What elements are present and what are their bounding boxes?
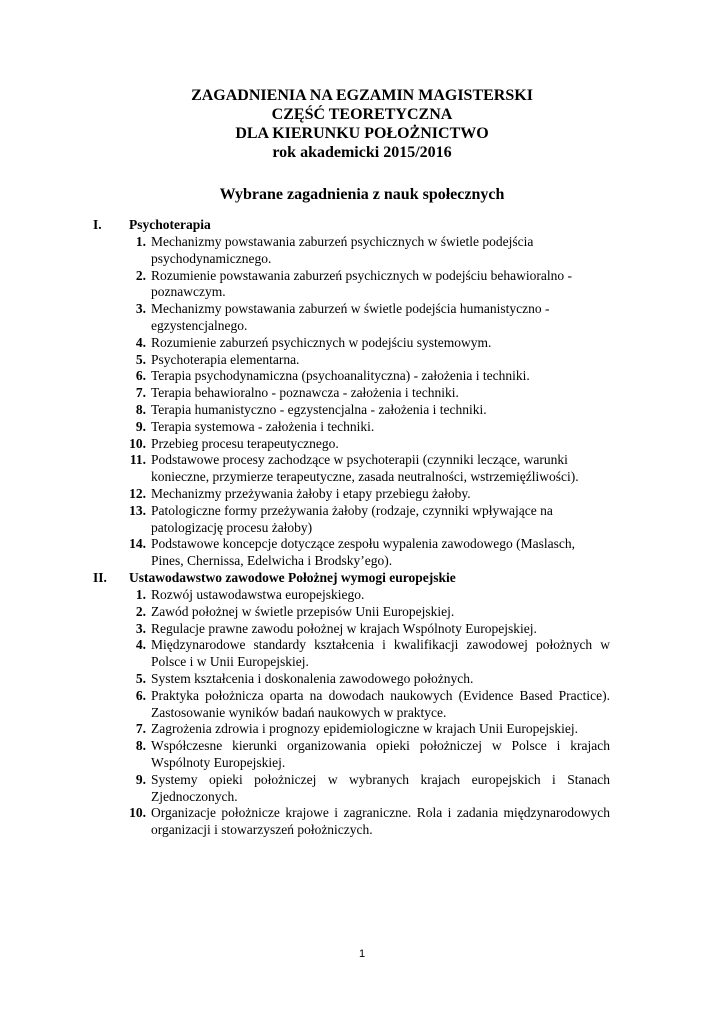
item-text: System kształcenia i doskonalenia zawodowego położnych. (151, 670, 474, 686)
item-text: Zagrożenia zdrowia i prognozy epidemiologiczne w krajach Unii Europejskiej. (151, 721, 578, 737)
item-text: Systemy opieki położniczej w wybranych krajach europejskich i Stanach Zjednoczonych. (151, 771, 610, 804)
topic-list (0, 234, 724, 570)
list-item (0, 419, 724, 436)
list-item (0, 688, 724, 722)
item-text: Współczesne kierunki organizowania opieki położniczej w Polsce i krajach Wspólnoty Europejskiej. (151, 738, 610, 770)
section-title: Ustawodawstwo zawodowe Położnej wymogi europejskie (129, 569, 456, 585)
document-subtitle: Wybrane zagadnienia z nauk społecznych (219, 186, 505, 203)
item-number: 2. (135, 603, 146, 619)
document-header (0, 86, 724, 162)
item-number: 7. (135, 721, 146, 737)
list-item (0, 335, 724, 352)
header-line-part: CZĘŚĆ TEORETYCZNA (271, 106, 453, 123)
item-number: 10. (129, 435, 146, 451)
list-item (0, 637, 724, 671)
item-text: Rozwój ustawodawstwa europejskiego. (151, 586, 365, 602)
item-number: 3. (135, 620, 146, 636)
item-number: 10. (129, 805, 146, 821)
section-title: Psychoterapia (129, 217, 211, 232)
list-item (0, 805, 724, 839)
item-number: 6. (135, 368, 146, 384)
list-item (0, 772, 724, 806)
list-item (0, 738, 724, 772)
item-text: Terapia humanistyczno - egzystencjalna - założenia i techniki. (151, 401, 487, 417)
list-item (0, 536, 724, 570)
list-item (0, 721, 724, 738)
item-text: Rozumienie zaburzeń psychicznych w podejściu systemowym. (151, 334, 492, 350)
list-item (0, 486, 724, 503)
item-number: 4. (135, 637, 146, 653)
item-number: 1. (135, 234, 146, 249)
sections-list (0, 217, 724, 839)
item-number: 8. (135, 738, 146, 754)
section-number: I. (93, 217, 102, 232)
item-number: 14. (129, 536, 146, 552)
list-item (0, 604, 724, 621)
item-text: Patologiczne formy przeżywania żałoby (rodzaje, czynniki wpływające na patologizację procesu żałoby) (151, 502, 553, 535)
section-heading (0, 570, 724, 587)
item-number: 6. (135, 687, 146, 703)
item-number: 2. (135, 267, 146, 283)
item-number: 5. (135, 670, 146, 686)
list-item (0, 368, 724, 385)
item-number: 4. (135, 334, 146, 350)
item-text: Mechanizmy powstawania zaburzeń psychicznych w świetle podejścia psychodynamicznego. (151, 234, 534, 266)
item-number: 9. (135, 771, 146, 787)
item-text: Mechanizmy powstawania zaburzeń w świetle podejścia humanistyczno - egzystencjalnego. (151, 301, 550, 333)
page-number: 1 (358, 948, 366, 960)
section-heading (0, 217, 724, 234)
item-text: Podstawowe koncepcje dotyczące zespołu wypalenia zawodowego (Maslasch, Pines, Chernissa, Edelwicha i Brodsky’ego). (151, 536, 575, 569)
item-text: Praktyka położnicza oparta na dowodach naukowych (Evidence Based Practice). Zastosowanie wyników badań naukowych w praktyce. (151, 687, 610, 720)
item-number: 13. (129, 502, 146, 518)
list-item (0, 587, 724, 604)
item-number: 9. (135, 418, 146, 434)
item-text: Mechanizmy przeżywania żałoby i etapy przebiegu żałoby. (151, 485, 471, 501)
header-line-exam: ZAGADNIENIA NA EGZAMIN MAGISTERSKI (191, 87, 533, 104)
item-number: 7. (135, 385, 146, 401)
list-item (0, 503, 724, 537)
list-item (0, 301, 724, 335)
item-text: Terapia behawioralno - poznawcza - założenia i techniki. (151, 385, 459, 401)
item-number: 8. (135, 401, 146, 417)
item-number: 3. (135, 301, 146, 317)
list-item (0, 402, 724, 419)
header-line-year: rok akademicki 2015/2016 (272, 144, 452, 161)
list-item (0, 234, 724, 268)
item-number: 12. (129, 485, 146, 501)
item-text: Regulacje prawne zawodu położnej w krajach Wspólnoty Europejskiej. (151, 620, 537, 636)
topic-list (0, 587, 724, 839)
item-text: Psychoterapia elementarna. (151, 351, 300, 367)
item-text: Organizacje położnicze krajowe i zagraniczne. Rola i zadania międzynarodowych organizacji i stowarzyszeń położniczych. (151, 805, 610, 838)
list-item (0, 352, 724, 369)
item-text: Terapia systemowa - założenia i techniki. (151, 418, 375, 434)
list-item (0, 385, 724, 402)
list-item (0, 268, 724, 302)
item-text: Rozumienie powstawania zaburzeń psychicznych w podejściu behawioralno - poznawczym. (151, 267, 572, 300)
section-midwife-legislation (0, 570, 724, 839)
section-psychotherapy (0, 217, 724, 570)
section-number: II. (93, 569, 107, 585)
list-item (0, 436, 724, 453)
item-number: 5. (135, 351, 146, 367)
list-item (0, 671, 724, 688)
item-text: Podstawowe procesy zachodzące w psychoterapii (czynniki leczące, warunki konieczne, przymierze terapeutyczne, zasada neutralności, wstrzemięźliwości). (151, 452, 579, 485)
item-text: Terapia psychodynamiczna (psychoanalityczna) - założenia i techniki. (151, 368, 530, 384)
item-text: Przebieg procesu terapeutycznego. (151, 435, 339, 451)
item-number: 1. (135, 586, 146, 602)
list-item (0, 621, 724, 638)
item-text: Międzynarodowe standardy kształcenia i kwalifikacji zawodowej położnych w Polsce i w Unii Europejskiej. (151, 637, 610, 670)
item-number: 11. (129, 452, 146, 468)
list-item (0, 452, 724, 486)
item-text: Zawód położnej w świetle przepisów Unii Europejskiej. (151, 603, 455, 619)
header-line-field: DLA KIERUNKU POŁOŻNICTWO (235, 125, 489, 142)
